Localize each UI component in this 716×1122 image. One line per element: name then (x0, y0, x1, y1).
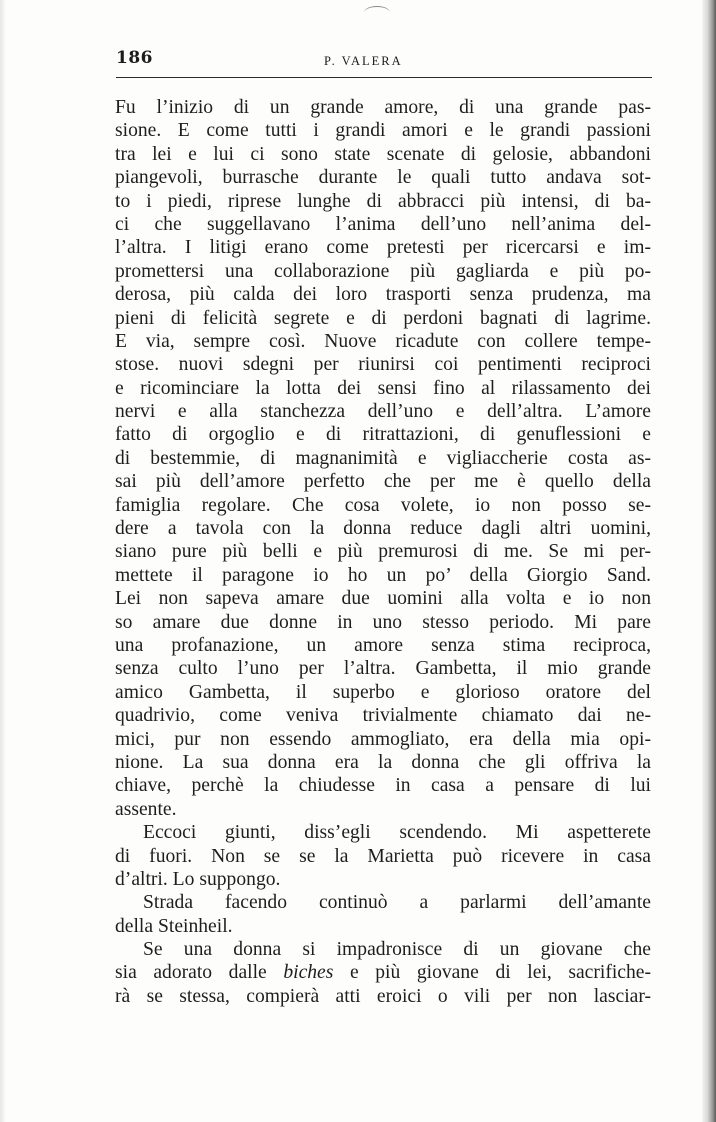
text-line: di fuori. Non se se la Marietta può ricevere in casa (115, 845, 651, 867)
text-line: fatto di orgoglio e di ritrattazioni, di genuflessioni e (115, 424, 651, 446)
text-line: mici, pur non essendo ammogliato, era della mia opi- (115, 728, 651, 750)
text-line: sione. E come tutti i grandi amori e le grandi passioni (115, 120, 651, 142)
text-line: e ricominciare la lotta dei sensi fino al rilassamento dei (115, 377, 651, 399)
text-line: rà se stessa, compierà atti eroici o vili per non lasciar- (115, 985, 651, 1007)
text-line: l’altra. I litigi erano come pretesti per ricercarsi e im- (115, 237, 651, 259)
text-line: siano pure più belli e più premurosi di me. Se mi per- (115, 541, 651, 563)
text-line: quadrivio, come veniva trivialmente chiamato dai ne- (115, 705, 651, 727)
text-line: so amare due donne in uno stesso periodo. Mi pare (115, 611, 651, 633)
text-line: Se una donna si impadronisce di un giovane che (143, 939, 651, 961)
text-line: amico Gambetta, il superbo e glorioso oratore del (115, 681, 651, 703)
text-line: Lei non sapeva amare due uomini alla volta e io non (115, 588, 651, 610)
text-line: Eccoci giunti, diss’egli scendendo. Mi aspetterete (143, 822, 651, 844)
text-line: assente. (115, 798, 177, 820)
text-line: dere a tavola con la donna reduce dagli altri uomini, (115, 518, 651, 540)
text-line: senza culto l’uno per l’altra. Gambetta, il mio grande (115, 658, 651, 680)
text-line: derosa, più calda dei loro trasporti senza prudenza, ma (115, 284, 651, 306)
text-line: Fu l’inizio di un grande amore, di una grande pas- (115, 97, 651, 118)
text-line: stose. nuovi sdegni per riunirsi coi pentimenti reciproci (115, 354, 651, 376)
text-segment: sia adorato dalle (115, 962, 284, 984)
text-line: una profanazione, un amore senza stima reciproca, (115, 634, 651, 656)
text-line: sai più dell’amore perfetto che per me è quello della (115, 471, 651, 493)
text-line: della Steinheil. (115, 915, 233, 937)
page-left-edge (0, 0, 6, 1122)
header-rule (116, 77, 652, 78)
text-line (115, 961, 651, 984)
text-line: pieni di felicità segrete e di perdoni bagnati di lagrime. (115, 307, 651, 329)
text-line: d’altri. Lo suppongo. (115, 868, 281, 890)
page-number: 186 (116, 48, 153, 68)
text-line: famiglia regolare. Che cosa volete, io non posso se- (115, 494, 651, 516)
text-line: nione. La sua donna era la donna che gli offriva la (115, 751, 651, 773)
text-line: di bestemmie, di magnanimità e vigliaccherie costa as- (115, 447, 651, 469)
text-line: nervi e alla stanchezza dell’uno e dell’altra. L’amore (115, 401, 651, 423)
text-line: promettersi una collaborazione più gagliarda e più po- (115, 260, 651, 282)
italic-word: biches (283, 962, 334, 984)
running-head: P. VALERA (324, 54, 403, 68)
text-line: piangevoli, burrasche durante le quali tutto andava sot- (115, 167, 651, 189)
text-line: E via, sempre così. Nuove ricadute con collere tempe- (115, 330, 651, 352)
top-pencil-mark (364, 6, 390, 19)
text-line: chiave, perchè la chiudesse in casa a pensare di lui (115, 775, 651, 797)
page-header (116, 44, 652, 74)
body-text (115, 96, 651, 1008)
text-line: to i piedi, riprese lunghe di abbracci più intensi, di ba- (115, 190, 651, 212)
text-segment: e più giovane di lei, sacrifiche- (333, 962, 651, 984)
text-line: mettete il paragone io ho un po’ della Giorgio Sand. (115, 564, 651, 586)
text-line: Strada facendo continuò a parlarmi dell’amante (143, 892, 651, 914)
page-binding-shadow (702, 0, 716, 1122)
text-line: ci che suggellavano l’anima dell’uno nell’anima del- (115, 213, 651, 235)
text-line: tra lei e lui ci sono state scenate di gelosie, abbandoni (115, 143, 651, 165)
